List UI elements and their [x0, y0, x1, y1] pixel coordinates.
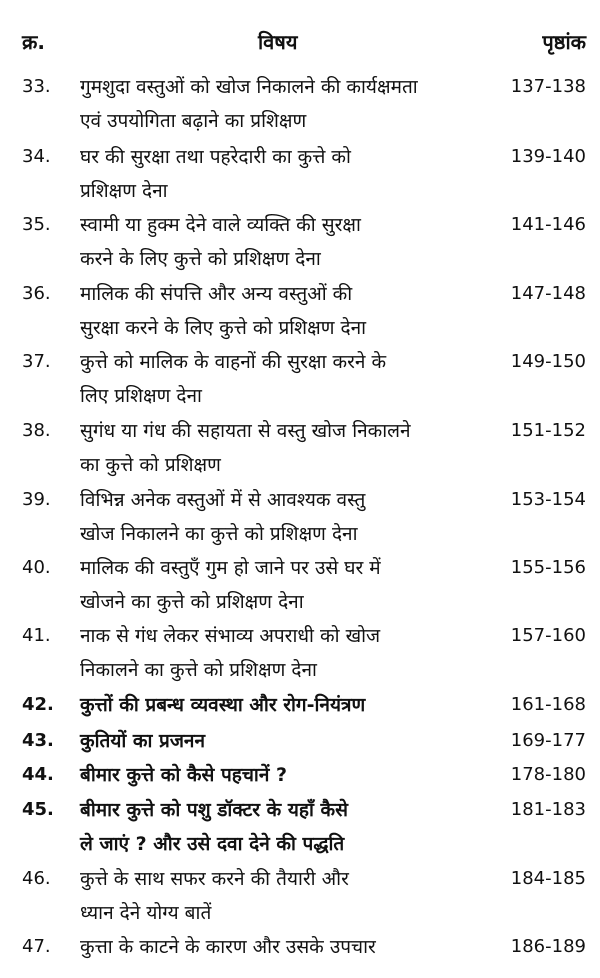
entry-title-line: खोजने का कुत्ते को प्रशिक्षण देना: [80, 591, 304, 613]
entry-number: 34.: [22, 146, 51, 167]
entry-number: 47.: [22, 936, 51, 957]
entry-number: 39.: [22, 489, 51, 510]
entry-title-line: बीमार कुत्ते को कैसे पहचानें ?: [80, 764, 288, 786]
entry-number: 40.: [22, 557, 51, 578]
entry-pages: 186-189: [510, 936, 586, 957]
header-number: क्र.: [22, 30, 45, 54]
entry-title-line: ले जाएं ? और उसे दवा देने की पद्धति: [80, 833, 345, 855]
entry-title-line: मालिक की संपत्ति और अन्य वस्तुओं की: [80, 283, 353, 305]
entry-title-line: कुत्तों की प्रबन्ध व्यवस्था और रोग-नियंत्रण: [80, 694, 366, 716]
entry-title: [80, 793, 490, 861]
entry-pages: 157-160: [510, 625, 586, 646]
entry-pages: 141-146: [510, 214, 586, 235]
entry-pages: 139-140: [510, 146, 586, 167]
entry-pages: 147-148: [510, 283, 586, 304]
header-subject: विषय: [258, 30, 298, 54]
entry-pages: 169-177: [510, 730, 586, 751]
entry-pages: 178-180: [510, 764, 586, 785]
toc-header: [0, 28, 600, 64]
entry-number: 42.: [22, 694, 54, 715]
entry-title: [80, 414, 490, 482]
entry-title-line: एवं उपयोगिता बढ़ाने का प्रशिक्षण: [80, 110, 307, 132]
entry-title: [80, 862, 490, 930]
entry-title-line: का कुत्ते को प्रशिक्षण: [80, 454, 221, 476]
entry-title-line: प्रशिक्षण देना: [80, 180, 168, 202]
entry-pages: 184-185: [510, 868, 586, 889]
entry-title: [80, 930, 490, 964]
entry-title-line: लिए प्रशिक्षण देना: [80, 385, 202, 407]
entry-number: 35.: [22, 214, 51, 235]
entry-title-line: कुत्ता के काटने के कारण और उसके उपचार: [80, 936, 376, 958]
entry-title-line: सुगंध या गंध की सहायता से वस्तु खोज निकालने: [80, 420, 411, 442]
entry-pages: 181-183: [510, 799, 586, 820]
entry-title: [80, 724, 490, 758]
entry-title-line: विभिन्न अनेक वस्तुओं में से आवश्यक वस्तु: [80, 489, 366, 511]
entry-title-line: नाक से गंध लेकर संभाव्य अपराधी को खोज: [80, 625, 381, 647]
entry-pages: 161-168: [510, 694, 586, 715]
header-page: पृष्ठांक: [542, 30, 586, 54]
entry-pages: 149-150: [510, 351, 586, 372]
entry-number: 41.: [22, 625, 51, 646]
entry-number: 36.: [22, 283, 51, 304]
entry-pages: 155-156: [510, 557, 586, 578]
entry-title: [80, 688, 490, 722]
entry-title: [80, 208, 490, 276]
entry-title-line: स्वामी या हुक्म देने वाले व्यक्ति की सुरक्षा: [80, 214, 361, 236]
entry-title: [80, 483, 490, 551]
entry-title-line: कुतियों का प्रजनन: [80, 730, 206, 752]
entry-number: 37.: [22, 351, 51, 372]
entry-number: 44.: [22, 764, 54, 785]
entry-number: 46.: [22, 868, 51, 889]
entry-title-line: बीमार कुत्ते को पशु डॉक्टर के यहाँ कैसे: [80, 799, 348, 821]
entry-number: 33.: [22, 76, 51, 97]
entry-title: [80, 70, 490, 138]
entry-title-line: गुमशुदा वस्तुओं को खोज निकालने की कार्यक्षमता: [80, 76, 418, 98]
entry-pages: 137-138: [510, 76, 586, 97]
entry-number: 43.: [22, 730, 54, 751]
entry-title: [80, 619, 490, 687]
entry-title-line: मालिक की वस्तुएँ गुम हो जाने पर उसे घर में: [80, 557, 381, 579]
entry-title-line: घर की सुरक्षा तथा पहरेदारी का कुत्ते को: [80, 146, 351, 168]
entry-title: [80, 551, 490, 619]
entry-pages: 153-154: [510, 489, 586, 510]
entry-title-line: करने के लिए कुत्ते को प्रशिक्षण देना: [80, 248, 321, 270]
entry-number: 38.: [22, 420, 51, 441]
entry-title-line: सुरक्षा करने के लिए कुत्ते को प्रशिक्षण देना: [80, 317, 367, 339]
entry-title: [80, 277, 490, 345]
entry-title: [80, 140, 490, 208]
entry-title-line: निकालने का कुत्ते को प्रशिक्षण देना: [80, 659, 317, 681]
entry-pages: 151-152: [510, 420, 586, 441]
entry-number: 45.: [22, 799, 54, 820]
entry-title-line: खोज निकालने का कुत्ते को प्रशिक्षण देना: [80, 523, 358, 545]
entry-title: [80, 758, 490, 792]
entry-title: [80, 345, 490, 413]
entry-title-line: ध्यान देने योग्य बातें: [80, 902, 212, 924]
entry-title-line: कुत्ते को मालिक के वाहनों की सुरक्षा करने के: [80, 351, 387, 373]
entry-title-line: कुत्ते के साथ सफर करने की तैयारी और: [80, 868, 349, 890]
